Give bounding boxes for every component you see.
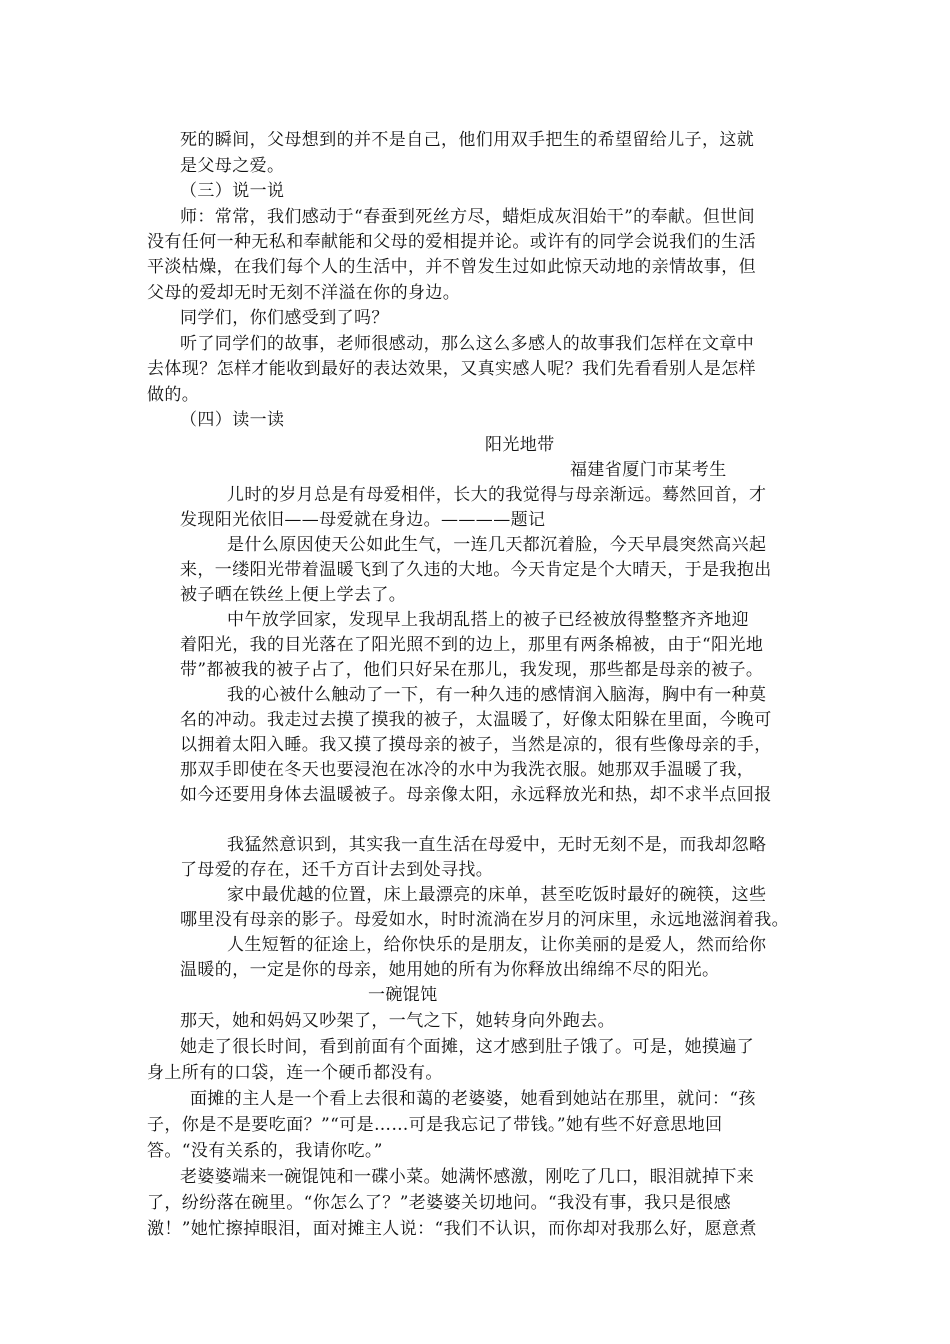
article-title: 一碗馄饨 [368,985,438,1005]
text-line: 做的。 [147,385,200,405]
text-line: 来，一缕阳光带着温暖飞到了久违的大地。今天肯定是个大晴天，于是我抱出 [180,560,772,580]
text-line: 着阳光，我的目光落在了阳光照不到的边上，那里有两条棉被，由于“阳光地 [180,635,764,655]
text-line: 她走了很长时间，看到前面有个面摊，这才感到肚子饿了。可是，她摸遍了 [180,1037,755,1057]
text-line: 家中最优越的位置，床上最漂亮的床单，甚至吃饭时最好的碗筷，这些 [227,885,767,905]
section-heading: （三）说一说 [180,181,285,201]
text-line: 我的心被什么触动了一下，有一种久违的感情润入脑海，胸中有一种莫 [227,685,767,705]
text-line: 身上所有的口袋，连一个硬币都没有。 [147,1063,443,1083]
text-line: 面摊的主人是一个看上去很和蔼的老婆婆，她看到她站在那里，就问：“孩 [190,1089,756,1109]
text-line: 儿时的岁月总是有母爱相伴，长大的我觉得与母亲渐远。蓦然回首，才 [227,485,767,505]
text-line: 温暖的，一定是你的母亲，她用她的所有为你释放出绵绵不尽的阳光。 [180,960,720,980]
text-line: 我猛然意识到，其实我一直生活在母爱中，无时无刻不是，而我却忽略 [227,835,767,855]
text-line: 是父母之爱。 [180,156,285,176]
text-line: 父母的爱却无时无刻不洋溢在你的身边。 [147,283,461,303]
section-heading: （四）读一读 [180,410,285,430]
text-line: 了母爱的存在，还千方百计去到处寻找。 [180,860,494,880]
text-line: 平淡枯燥，在我们每个人的生活中，并不曾发生过如此惊天动地的亲情故事，但 [147,257,756,277]
text-line: 答。“没有关系的，我请你吃。” [147,1141,383,1161]
article-author: 福建省厦门市某考生 [570,460,727,480]
text-line: 子，你是不是要吃面？”“可是……可是我忘记了带钱。”她有些不好意思地回 [147,1115,723,1135]
text-line: 如今还要用身体去温暖被子。母亲像太阳，永远释放光和热，却不求半点回报 [180,785,772,805]
text-line: 带”都被我的被子占了，他们只好呆在那儿，我发现，那些都是母亲的被子。 [180,660,764,680]
text-line: 死的瞬间，父母想到的并不是自己，他们用双手把生的希望留给儿子，这就 [180,130,755,150]
text-line: 以拥着太阳入睡。我又摸了摸母亲的被子，当然是凉的，很有些像母亲的手， [180,735,772,755]
text-line: 那天，她和妈妈又吵架了，一气之下，她转身向外跑去。 [180,1011,615,1031]
text-line: 中午放学回家，发现早上我胡乱搭上的被子已经被放得整整齐齐地迎 [227,610,749,630]
text-line: 没有任何一种无私和奉献能和父母的爱相提并论。或许有的同学会说我们的生活 [147,232,756,252]
text-line: 激！”她忙擦掉眼泪，面对摊主人说：“我们不认识，而你却对我那么好，愿意煮 [147,1219,757,1239]
text-line: 去体现？怎样才能收到最好的表达效果，又真实感人呢？我们先看看别人是怎样 [147,359,756,379]
text-line: 是什么原因使天公如此生气，一连几天都沉着脸，今天早晨突然高兴起 [227,535,767,555]
text-line: 发现阳光依旧——母爱就在身边。————题记 [180,510,546,530]
text-line: 师：常常，我们感动于“春蚕到死丝方尽，蜡炬成灰泪始干”的奉献。但世间 [180,207,755,227]
text-line: 名的冲动。我走过去摸了摸我的被子，太温暖了，好像太阳躲在里面，今晚可 [180,710,772,730]
text-line: 老婆婆端来一碗馄饨和一碟小菜。她满怀感激，刚吃了几口，眼泪就掉下来 [180,1167,755,1187]
text-line: 了，纷纷落在碗里。“你怎么了？”老婆婆关切地问。“我没有事，我只是很感 [147,1193,732,1213]
text-line: 那双手即使在冬天也要浸泡在冰冷的水中为我洗衣服。她那双手温暖了我， [180,760,755,780]
article-title: 阳光地带 [485,435,555,455]
text-line: 人生短暂的征途上，给你快乐的是朋友，让你美丽的是爱人，然而给你 [227,935,767,955]
text-line: 被子晒在铁丝上便上学去了。 [180,585,407,605]
text-line: 听了同学们的故事，老师很感动，那么这么多感人的故事我们怎样在文章中 [180,334,755,354]
text-line: 哪里没有母亲的影子。母爱如水，时时流淌在岁月的河床里，永远地滋润着我。 [180,910,789,930]
text-line: 同学们，你们感受到了吗？ [180,308,389,328]
